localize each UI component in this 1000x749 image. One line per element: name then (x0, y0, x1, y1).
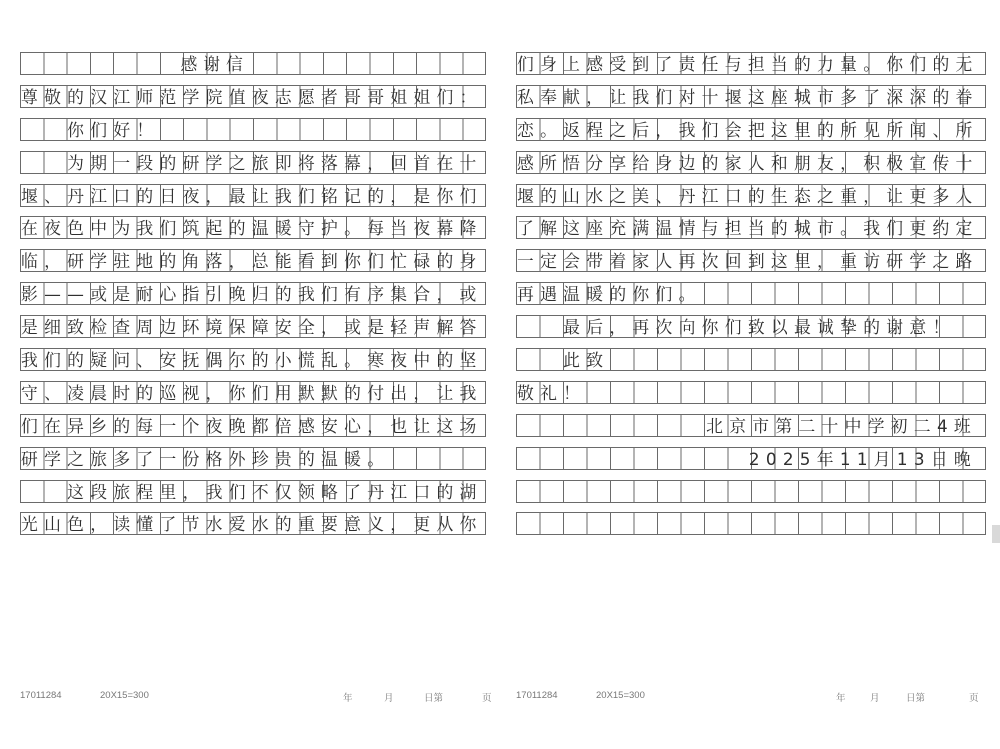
paper-code: 17011284 (516, 690, 558, 701)
grid-row (516, 151, 986, 174)
grid-row (516, 52, 986, 75)
greeting-line: 你们好！ (21, 119, 160, 140)
grid-row (20, 118, 486, 141)
grid-row (516, 249, 986, 272)
handwritten-line: 恋。返程之后，我们会把这里的所见所闻、所 (517, 119, 979, 140)
grid-row (516, 348, 986, 371)
grid-row (20, 414, 486, 437)
grid-row (516, 216, 986, 239)
grid-row (516, 480, 986, 503)
grid-row (20, 151, 486, 174)
handwritten-line: 光山色，读懂了节水爱水的重要意义，更从你 (21, 514, 483, 535)
empty-line (517, 509, 985, 539)
signature-date: 2025年11月13日晚 (748, 448, 977, 469)
handwritten-line: 一定会带着家人再次回到这里，重访研学之路 (517, 251, 979, 272)
grid-row (20, 348, 486, 371)
handwritten-line: 我们的疑问、安抚偶尔的小慌乱。寒夜中的坚 (21, 350, 483, 371)
grid-row (516, 414, 986, 437)
handwritten-line: 们在异乡的每一个夜晚都倍感安心，也让这场 (21, 415, 483, 436)
grid-size-label: 20X15=300 (100, 690, 149, 701)
handwritten-line: 了解这座充满温情与担当的城市。我们更约定 (517, 218, 979, 239)
handwritten-line: 堰、丹江口的日夜，最让我们铭记的，是你们 (21, 185, 483, 206)
grid-row (516, 118, 986, 141)
grid-row (516, 184, 986, 207)
grid-row (20, 52, 486, 75)
handwritten-line: 私奉献，让我们对十堰这座城市多了深深的眷 (517, 86, 979, 107)
grid-row (20, 282, 486, 305)
signature-school: 北京市第二十中学初二4班 (706, 415, 977, 436)
grid-row (516, 381, 986, 404)
grid-row (20, 249, 486, 272)
grid-row (516, 447, 986, 470)
closing-phrase: 此致 (517, 350, 610, 371)
left-manuscript-page (20, 52, 486, 545)
year-label: 年 (343, 693, 353, 704)
handwritten-line: 临，研学驻地的角落，总能看到你们忙碌的身 (21, 251, 483, 272)
handwritten-line: 是细致检查周边环境保障安全，或是轻声解答 (21, 317, 483, 338)
grid-row (516, 85, 986, 108)
paper-code: 17011284 (20, 690, 62, 701)
closing-salute: 敬礼！ (517, 382, 587, 403)
scan-edge-mark (992, 525, 1000, 543)
grid-row (20, 447, 486, 470)
month-label: 月 (870, 693, 880, 704)
month-label: 月 (384, 693, 394, 704)
handwritten-line: 堰的山水之美、丹江口的生态之重，让更多人 (517, 185, 979, 206)
handwritten-line: 这段旅程里，我们不仅领略了丹江口的湖 (21, 481, 483, 502)
grid-size-label: 20X15=300 (596, 690, 645, 701)
grid-row (516, 315, 986, 338)
handwritten-line: 感所悟分享给身边的家人和朋友，积极宣传十 (517, 152, 979, 173)
handwritten-line: 再遇温暖的你们。 (517, 284, 702, 305)
handwritten-line: 们身上感受到了责任与担当的力量。你们的无 (517, 54, 979, 74)
grid-row (20, 216, 486, 239)
grid-row (516, 512, 986, 535)
page-label: 页 (482, 693, 492, 704)
day-label: 日第 (424, 693, 444, 704)
grid-row (20, 512, 486, 535)
empty-line (517, 477, 985, 507)
handwritten-line: 在夜色中为我们筑起的温暖守护。每当夜幕降 (21, 218, 483, 239)
grid-row (20, 315, 486, 338)
grid-row (20, 381, 486, 404)
right-manuscript-page (516, 52, 986, 545)
grid-row (20, 184, 486, 207)
day-label: 日第 (906, 693, 926, 704)
year-label: 年 (836, 693, 846, 704)
salutation-line: 尊敬的汉江师范学院值夜志愿者哥哥姐姐们： (21, 86, 483, 107)
grid-row (20, 85, 486, 108)
grid-row (20, 480, 486, 503)
handwritten-line: 为期一段的研学之旅即将落幕，回首在十 (21, 152, 483, 173)
handwritten-line: 影——或是耐心指引晚归的我们有序集合，或 (21, 284, 483, 305)
handwritten-line: 研学之旅多了一份格外珍贵的温暖。 (21, 448, 391, 469)
closing-thanks-line: 最后，再次向你们致以最诚挚的谢意！ (517, 317, 956, 338)
grid-row (516, 282, 986, 305)
page-label: 页 (969, 693, 979, 704)
letter-title: 感谢信 (21, 54, 249, 74)
handwritten-line: 守、凌晨时的巡视，你们用默默的付出，让我 (21, 382, 483, 403)
